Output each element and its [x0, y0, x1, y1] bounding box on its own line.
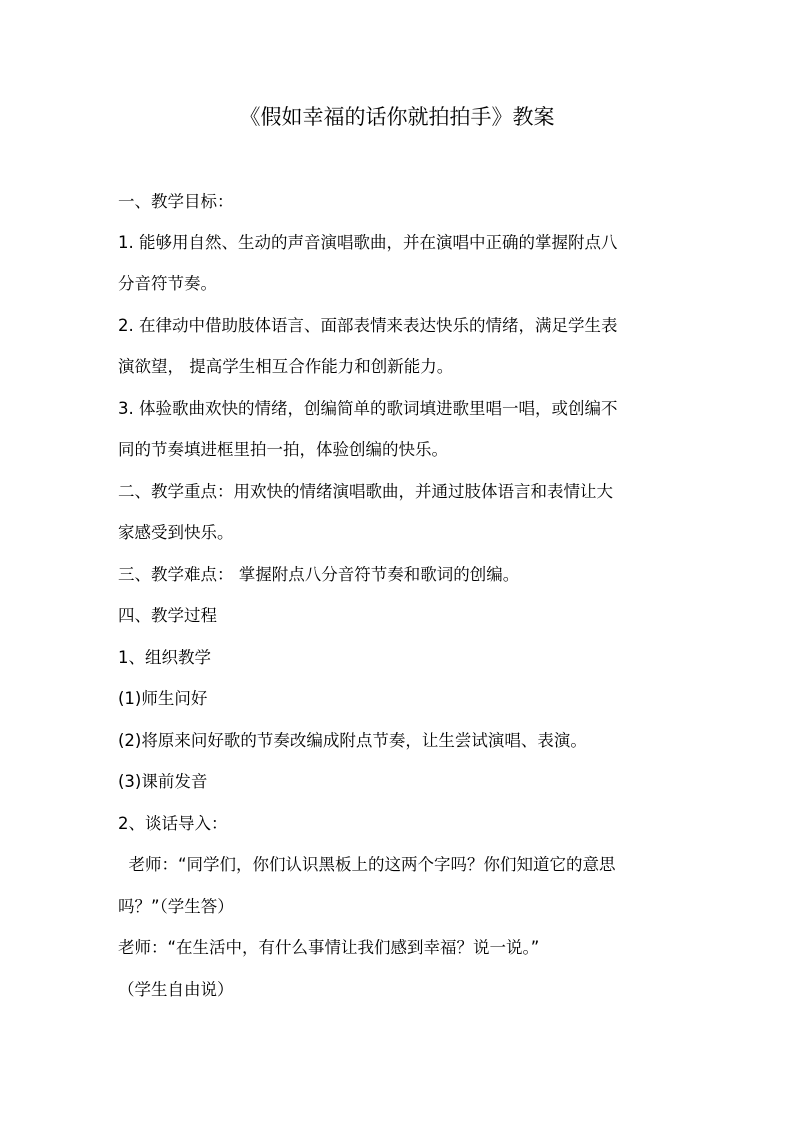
section-heading-key-points: 二、教学重点：用欢快的情绪演唱歌曲，并通过肢体语言和表情让大	[118, 482, 613, 501]
section-heading-difficulties: 三、教学难点： 掌握附点八分音符节奏和歌词的创编。	[118, 565, 520, 584]
dialogue-line: 老师：“同学们，你们认识黑板上的这两个字吗？你们知道它的意思	[118, 855, 616, 874]
section-heading-objectives: 一、教学目标：	[118, 192, 234, 211]
paragraph-line: 1. 能够用自然、生动的声音演唱歌曲，并在演唱中正确的掌握附点八	[118, 233, 618, 252]
list-item: (2)将原来问好歌的节奏改编成附点节奏，让生尝试演唱、表演。	[118, 731, 587, 750]
paragraph-line: 同的节奏填进框里拍一拍，体验创编的快乐。	[118, 440, 448, 459]
paragraph-line: 演欲望， 提高学生相互合作能力和创新能力。	[118, 357, 454, 376]
section-heading-process: 四、教学过程	[118, 606, 217, 625]
list-item: (3)课前发音	[118, 772, 208, 791]
paragraph-line: 家感受到快乐。	[118, 523, 234, 542]
subsection-heading: 2、谈话导入：	[118, 814, 228, 833]
dialogue-line: 吗？”（学生答）	[118, 897, 234, 916]
paragraph-line: 分音符节奏。	[118, 274, 217, 293]
paragraph-line: 3. 体验歌曲欢快的情绪，创编简单的歌词填进歌里唱一唱，或创编不	[118, 399, 618, 418]
document-title: 《假如幸福的话你就拍拍手》教案	[239, 105, 555, 129]
dialogue-line: 老师：“在生活中，有什么事情让我们感到幸福？说一说。”	[118, 938, 540, 957]
subsection-heading: 1、组织教学	[118, 648, 211, 667]
list-item: (1)师生问好	[118, 689, 208, 708]
dialogue-line: （学生自由说）	[118, 980, 234, 999]
paragraph-line: 2. 在律动中借助肢体语言、面部表情来表达快乐的情绪，满足学生表	[118, 316, 618, 335]
